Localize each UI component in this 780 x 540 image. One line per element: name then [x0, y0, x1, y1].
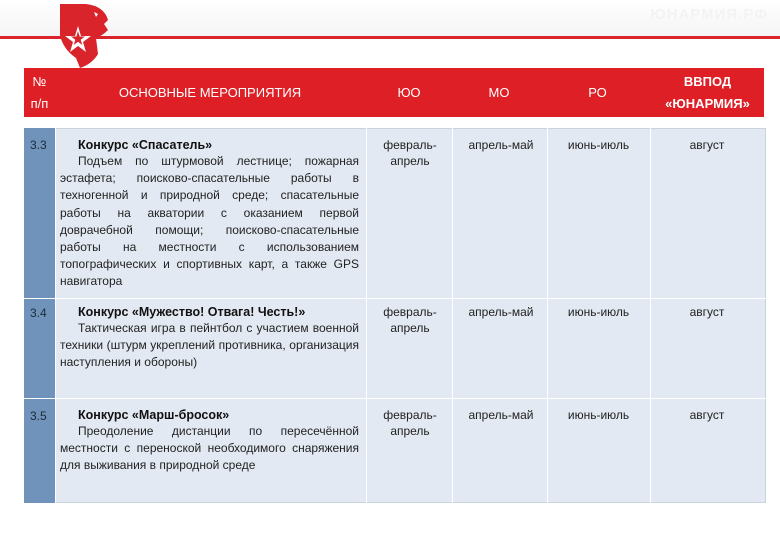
event-title: Конкурс «Мужество! Отвага! Честь!»: [78, 305, 306, 319]
event-title: Конкурс «Спасатель»: [78, 138, 213, 152]
ro-period: июнь-июль: [567, 408, 630, 422]
ro-period: июнь-июль: [567, 138, 630, 152]
vvpod-period: август: [689, 408, 725, 422]
row-number: 3.3: [30, 138, 47, 152]
ro-period: июнь-июль: [567, 305, 630, 319]
event-title: Конкурс «Марш-бросок»: [78, 408, 230, 422]
vvpod-period: август: [689, 305, 725, 319]
yuo-period: февраль- апрель: [383, 138, 437, 168]
mo-period: апрель-май: [468, 305, 534, 319]
header-events: ОСНОВНЫЕ МЕРОПРИЯТИЯ: [118, 84, 302, 100]
grid-line: [452, 128, 453, 503]
grid-line: [55, 128, 56, 503]
header-num: № п/п: [30, 73, 49, 111]
row-divider: [24, 398, 766, 399]
mo-period: апрель-май: [468, 138, 534, 152]
vvpod-period: август: [689, 138, 725, 152]
yuo-period: февраль- апрель: [383, 408, 437, 438]
event-description: Преодоление дистанции по пересечённой местности с переноской необходимого снаряжения для выживания в природной среде: [60, 424, 359, 473]
header-mo: МО: [488, 84, 510, 100]
event-description: Подъем по штурмовой лестнице; пожарная эстафета; поисково-спасательные работы в техногенной и природной среде; спасательные работы на акватории с оказанием первой доврачебной помощи; поисково-спасательные работы на местности с использованием топографических и спортивных карт, а также GPS навигатора: [60, 154, 359, 289]
header-ro: РО: [588, 84, 607, 100]
top-red-line: [0, 36, 780, 39]
site-watermark: ЮНАРМИЯ.РФ: [650, 6, 768, 23]
header-yuo: ЮО: [397, 84, 421, 100]
header-vvpod: ВВПОД «ЮНАРМИЯ»: [665, 73, 750, 111]
event-description: Тактическая игра в пейнтбол с участием военной техники (штурм укреплений противника, организация наступления и обороны): [60, 321, 359, 370]
row-number: 3.5: [30, 409, 47, 423]
row-number: 3.4: [30, 306, 47, 320]
yunarmiya-emblem-icon: [52, 0, 112, 70]
row-divider: [24, 298, 766, 299]
mo-period: апрель-май: [468, 408, 534, 422]
grid-line: [366, 128, 367, 503]
yuo-period: февраль- апрель: [383, 305, 437, 335]
